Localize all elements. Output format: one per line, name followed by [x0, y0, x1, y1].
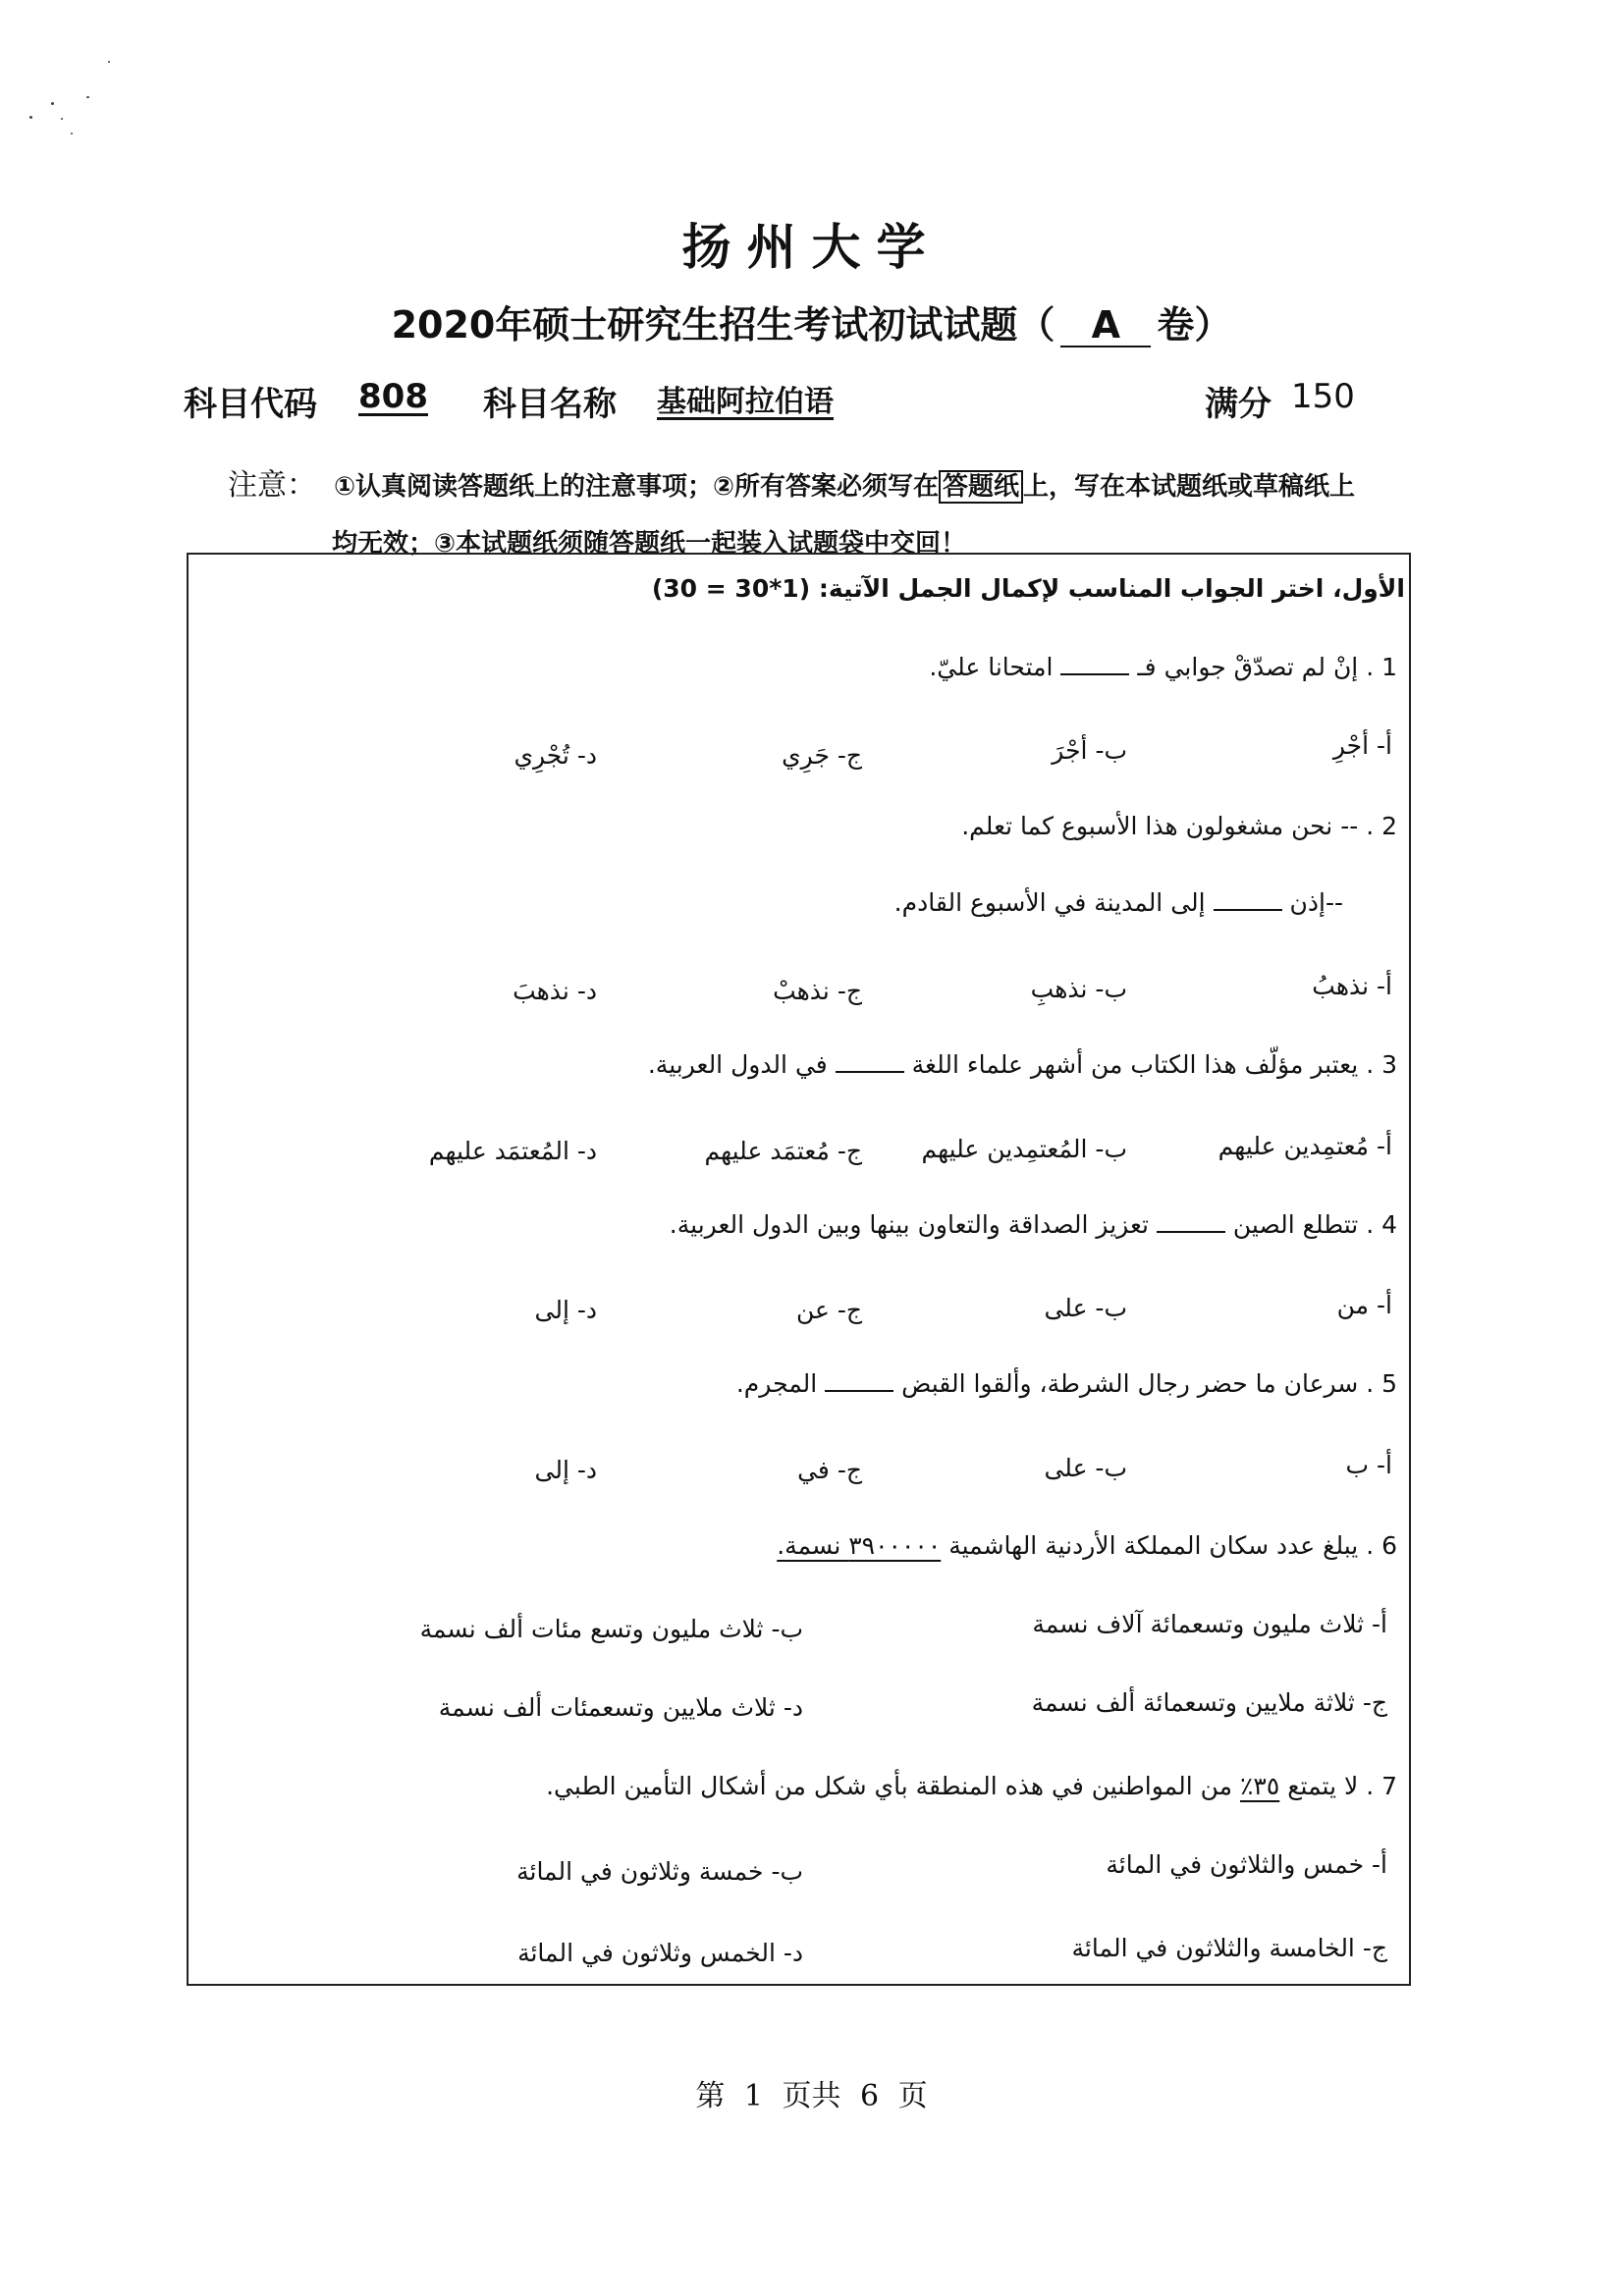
question-6-stem	[777, 1531, 1397, 1560]
question-5-text-a: 5 . سرعان ما حضر رجال الشرطة، وألقوا القبض	[901, 1369, 1397, 1398]
question-7-underlined-percent: ٣٥٪	[1239, 1772, 1280, 1800]
question-5-option-d: د- إلى	[534, 1456, 597, 1484]
scan-speck	[86, 96, 89, 98]
question-7-option-d: د- الخمس وثلاثون في المائة	[517, 1939, 803, 1967]
question-6-option-c: ج- ثلاثة ملايين وتسعمائة ألف نسمة	[1031, 1688, 1387, 1717]
question-4-option-b: ب- على	[1044, 1294, 1127, 1322]
question-6-option-a: أ- ثلاث مليون وتسعمائة آلاف نسمة	[1032, 1610, 1387, 1638]
question-1-option-a: أ- أجْرِ	[1332, 731, 1392, 760]
question-7-stem	[546, 1772, 1397, 1800]
answer-blank	[825, 1388, 893, 1392]
full-score-label: 满分	[1205, 385, 1271, 424]
question-6-text-a: 6 . يبلغ عدد سكان المملكة الأردنية الهاشمية	[948, 1531, 1397, 1560]
question-6-option-d: د- ثلاث ملايين وتسعمئات ألف نسمة	[438, 1693, 803, 1722]
question-3-text-a: 3 . يعتبر مؤلّف هذا الكتاب من أشهر علماء اللغة	[911, 1050, 1397, 1079]
question-1-text-a: 1 . إنْ لم تصدّقْ جوابي فـ	[1137, 653, 1397, 681]
notice-label: 注意：	[228, 468, 316, 503]
subject-name-label: 科目名称	[483, 385, 617, 424]
scan-speck	[108, 61, 110, 63]
question-6-underlined-number: ٣٩٠٠٠٠٠ نسمة.	[777, 1531, 942, 1560]
question-4-option-d: د- إلى	[534, 1296, 597, 1324]
exam-title-prefix: 2020年硕士研究生招生考试初试试题（	[391, 303, 1055, 347]
question-7-text-a: 7 . لا يتمتع	[1287, 1772, 1397, 1800]
question-1-text-b: امتحانا عليّ.	[929, 653, 1054, 681]
answer-blank	[836, 1069, 904, 1073]
exam-title-suffix: 卷）	[1157, 303, 1232, 347]
question-7-text-b: من المواطنين في هذه المنطقة بأي شكل من أشكال التأمين الطبي.	[546, 1772, 1233, 1800]
question-3-option-c: ج- مُعتمَد عليهم	[704, 1137, 862, 1165]
question-2-option-c: ج- نذهبْ	[773, 977, 862, 1005]
scan-speck	[51, 102, 54, 105]
scan-speck	[61, 118, 63, 120]
answer-blank	[1214, 907, 1282, 911]
subject-name-value: 基础阿拉伯语	[657, 385, 834, 419]
section-heading: الأول، اختر الجواب المناسب لإكمال الجمل الآتية: (1*30 = 30)	[651, 574, 1405, 603]
question-1-option-c: ج- جَرِي	[782, 741, 862, 770]
question-3-option-d: د- المُعتمَد عليهم	[428, 1137, 597, 1165]
question-2-option-d: د- نذهبَ	[513, 977, 597, 1005]
subject-code-value: 808	[358, 377, 428, 416]
question-6-option-b: ب- ثلاث مليون وتسع مئات ألف نسمة	[419, 1615, 803, 1643]
question-7-option-c: ج- الخامسة والثلاثون في المائة	[1071, 1934, 1387, 1962]
question-2-line2-b: إلى المدينة في الأسبوع القادم.	[893, 888, 1206, 917]
question-1-option-b: ب- أجْرَ	[1052, 736, 1127, 765]
question-2-option-a: أ- نذهبُ	[1312, 972, 1392, 1000]
full-score-value: 150	[1291, 377, 1355, 416]
question-4-option-a: أ- من	[1336, 1291, 1392, 1319]
university-title: 扬州大学	[681, 219, 942, 276]
notice-boxed-word: 答题纸	[939, 470, 1023, 504]
exam-title	[0, 294, 1623, 348]
question-7-option-a: أ- خمس والثلاثون في المائة	[1106, 1850, 1387, 1879]
question-2-line-2	[894, 888, 1343, 917]
page-number: 第 1 页共 6 页	[695, 2079, 928, 2113]
subject-code-label: 科目代码	[184, 385, 317, 424]
notice-text-c: 均无效；③本试题纸须随答题纸一起装入试题袋中交回！	[332, 529, 967, 559]
notice-text-a: ①认真阅读答题纸上的注意事项；②所有答案必须写在	[334, 472, 940, 502]
question-5-option-c: ج- في	[797, 1456, 862, 1484]
question-2-line2-a: --إذن	[1289, 888, 1343, 917]
question-5-stem	[736, 1369, 1397, 1398]
question-4-text-a: 4 . تتطلع الصين	[1232, 1210, 1397, 1239]
paper-version: A	[1060, 306, 1151, 347]
question-3-stem	[648, 1050, 1397, 1079]
notice-text-b: 上，写在本试题纸或草稿纸上	[1023, 472, 1356, 502]
subject-meta	[184, 377, 1362, 426]
question-7-option-b: ب- خمسة وثلاثون في المائة	[516, 1857, 803, 1886]
question-5-option-b: ب- على	[1044, 1454, 1127, 1482]
question-5-option-a: أ- ب	[1345, 1451, 1392, 1479]
answer-blank	[1157, 1229, 1225, 1233]
question-2-option-b: ب- نذهبِ	[1030, 975, 1127, 1003]
question-3-option-b: ب- المُعتمِدين عليهم	[921, 1135, 1127, 1163]
question-5-text-b: المجرم.	[735, 1369, 818, 1398]
question-2-stem: 2 . -- نحن مشغولون هذا الأسبوع كما تعلم.	[961, 812, 1397, 840]
answer-blank	[1060, 671, 1129, 675]
question-4-text-b: تعزيز الصداقة والتعاون بينها وبين الدول العربية.	[669, 1210, 1149, 1239]
question-4-stem	[670, 1210, 1397, 1239]
question-3-text-b: في الدول العربية.	[647, 1050, 828, 1079]
question-1-stem	[929, 653, 1397, 681]
question-1-option-d: د- تُجْرِي	[514, 741, 597, 770]
scan-speck	[71, 133, 73, 134]
question-4-option-c: ج- عن	[795, 1296, 862, 1324]
scan-speck	[29, 116, 32, 119]
question-3-option-a: أ- مُعتمِدين عليهم	[1217, 1132, 1392, 1160]
